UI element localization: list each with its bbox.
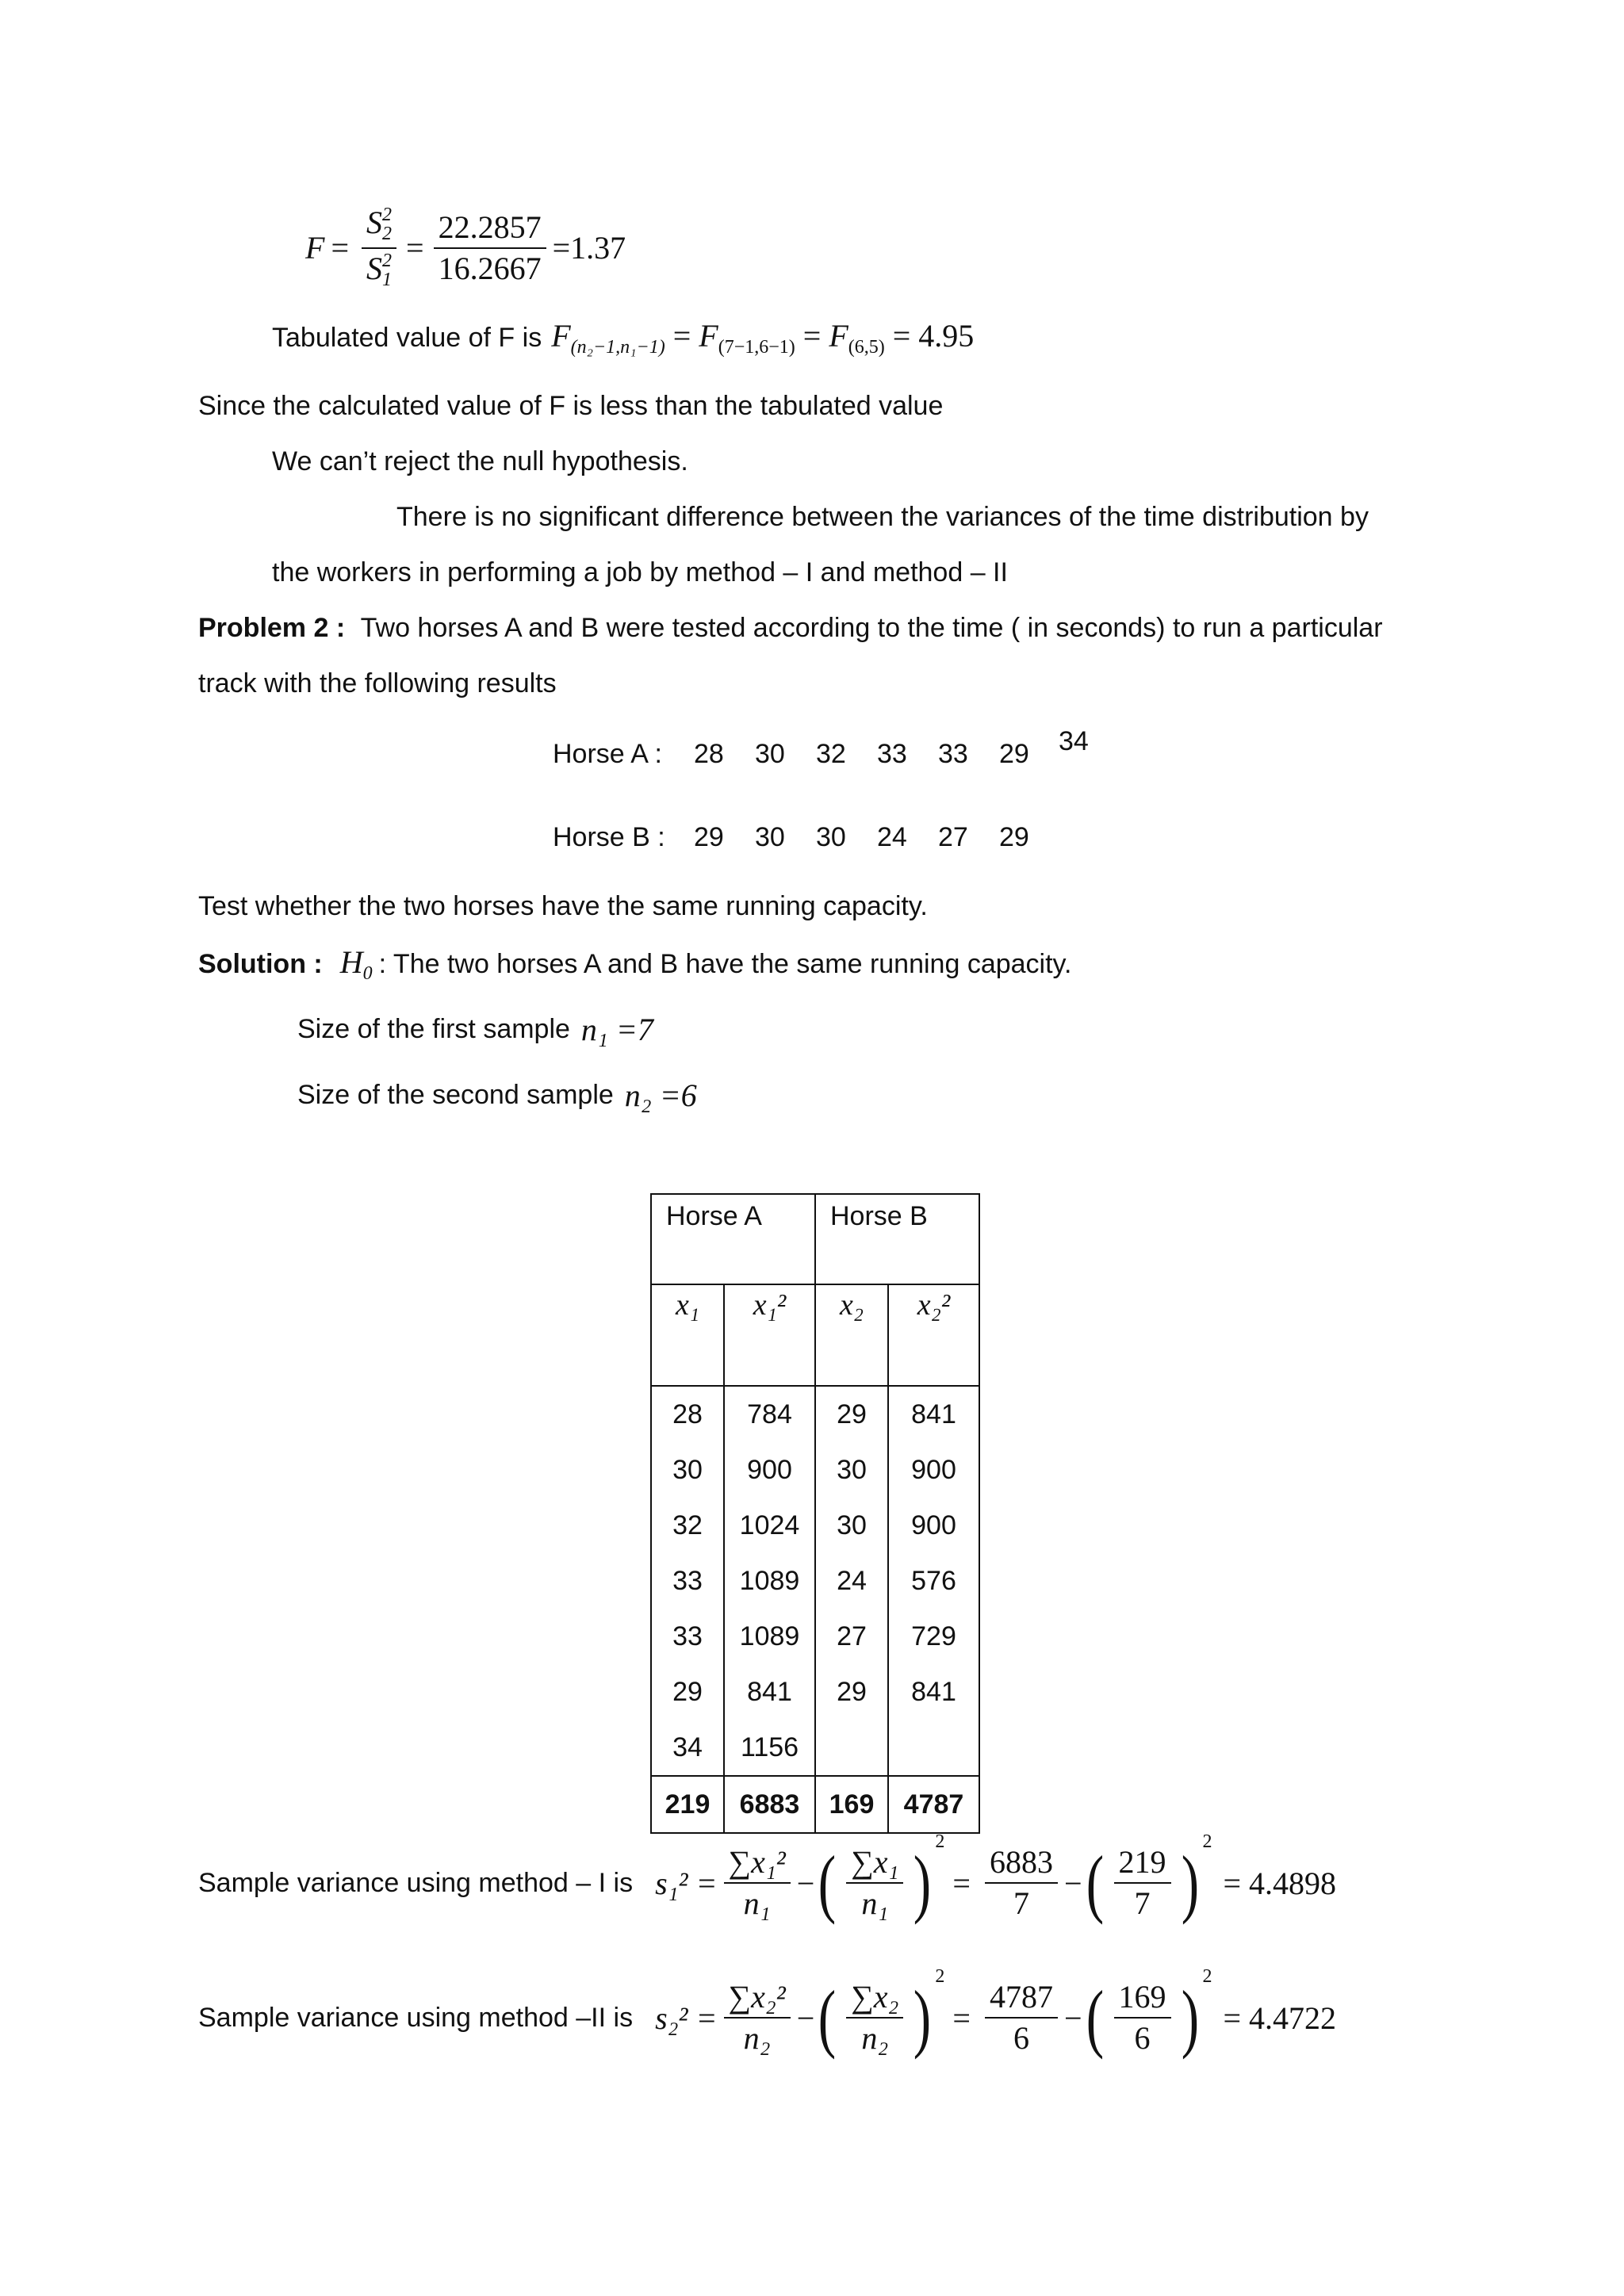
f-symbol: F [305,230,325,266]
table-cell: 841 [911,1399,956,1429]
table-cell [816,1720,887,1775]
f-numeric-ratio: $\frac{22.2857}{16.2667}$ [434,209,546,287]
table-cell: 900 [911,1510,956,1540]
variance-2-sum-frac: $\frac{\text{∑x₂}}{\text{n₂}}$ [846,1979,903,2057]
problem-text-1: Two horses A and B were tested according to the time ( in seconds) to run a particular [360,613,1383,643]
variance-1-text: Sample variance using method – I is [198,1867,634,1898]
horse-a-value: 28 [694,739,724,769]
table-column-header-row [651,1284,979,1386]
variance-1-sumsq-frac: $\frac{\text{∑x₁²}}{\text{n₁}}$ [724,1844,791,1922]
horse-b-value: 29 [999,822,1029,852]
table-cell: 30 [837,1454,867,1485]
table-cell: 34 [672,1732,703,1762]
table-header-horse-b: Horse B [815,1194,979,1284]
table-cell: 1089 [739,1621,800,1651]
solution-text: : The two horses A and B have the same running capacity. [378,948,1072,979]
total-cell: 219 [665,1789,710,1820]
table-row [651,1720,979,1776]
variance-2-sumsq-frac: $\frac{\text{∑x₂²}}{\text{n₂}}$ [724,1979,791,2057]
table-cell: 33 [672,1621,703,1651]
variance-1-result: = 4.4898 [1223,1865,1337,1901]
table-cell: 32 [672,1510,703,1540]
table-cell: 29 [837,1676,867,1707]
horse-b-value: 27 [938,822,968,852]
problem-line-2: track with the following results [198,668,557,698]
variance-2-num-frac: $\frac{4787}{6}$ [985,1979,1058,2057]
col-header-x1: x₁ [675,1288,700,1322]
test-text: Test whether the two horses have the same running capacity. [198,891,928,921]
table-cell: 900 [911,1454,956,1485]
horse-a-value: 32 [816,739,846,769]
tabulated-text: Tabulated value of F is [272,322,542,353]
variance-2-text: Sample variance using method –II is [198,2002,634,2033]
n2-text: Size of the second sample [297,1080,614,1110]
table-cell: 1089 [739,1565,800,1596]
table-header-horse-a: Horse A [651,1194,815,1284]
table-row [651,1553,979,1609]
table-cell: 33 [672,1565,703,1596]
f-variance-ratio: $\frac{S_2^2}{S_1^2}$ [362,205,396,291]
horse-a-value: 30 [755,739,785,769]
variance-2-lhs: s₂² = [655,1999,718,2036]
table-row [651,1386,979,1442]
f-result: =1.37 [552,230,626,266]
table-cell: 30 [672,1454,703,1485]
table-cell: 29 [672,1676,703,1707]
variance-1-sum-frac: $\frac{\text{∑x₁}}{\text{n₁}}$ [846,1844,903,1922]
table-cell: 841 [747,1676,792,1707]
table-cell: 30 [837,1510,867,1540]
table-cell [889,1720,979,1775]
problem-line-1 [198,613,1383,644]
table-cell: 900 [747,1454,792,1485]
no-difference-text-2: the workers in performing a job by method – I and method – II [272,557,1008,587]
no-difference-text-1: There is no significant difference between the variances of the time distribution by [396,502,1369,532]
horse-a-extra-value: 34 [1059,726,1089,756]
table-row [651,1442,979,1498]
table-cell: 1024 [739,1510,800,1540]
table-cell: 1156 [740,1732,799,1762]
variance-1-mean-frac: $\frac{219}{7}$ [1114,1844,1171,1922]
solution-label: Solution : [198,948,323,979]
total-cell: 6883 [739,1789,800,1820]
tabulated-result: = 4.95 [892,318,975,354]
table-row [651,1498,979,1553]
table-cell: 576 [911,1565,956,1596]
horse-a-value: 29 [999,739,1029,769]
n1-text: Size of the first sample [297,1014,570,1044]
horse-b-value: 24 [877,822,907,852]
f-formula: F = $\frac{S_2^2}{S_1^2}$ = $\frac{22.2857}{16.2667}$ =1.37 [305,205,626,290]
h0-symbol: H [339,944,363,980]
table-row [651,1664,979,1720]
col-header-x2: x₂ [839,1288,864,1322]
table-cell: 841 [911,1676,956,1707]
table-cell: 28 [672,1399,703,1429]
reject-text: We can’t reject the null hypothesis. [272,446,688,476]
n1-line [297,1011,653,1048]
total-cell: 4787 [903,1789,964,1820]
n1-equation: n₁ =7 [580,1012,653,1047]
variance-2-result: = 4.4722 [1223,1999,1337,2036]
horse-data-table [650,1193,980,1834]
horse-a-value: 33 [938,739,968,769]
table-cell: 27 [837,1621,867,1651]
table-row [651,1609,979,1664]
horse-b-value: 30 [816,822,846,852]
table-cell: 729 [911,1621,956,1651]
variance-1-lhs: s₁² = [655,1865,718,1901]
n2-equation: n₂ =6 [624,1077,697,1113]
since-text: Since the calculated value of F is less than the tabulated value [198,391,944,421]
horse-b-label: Horse B : [553,822,665,852]
n2-line [297,1077,697,1114]
table-header-row [651,1194,979,1284]
horse-a-value: 33 [877,739,907,769]
variance-2-mean-frac: $\frac{169}{6}$ [1114,1979,1171,2057]
col-header-x2-squared: x₂² [917,1288,951,1322]
horse-b-value: 29 [694,822,724,852]
variance-1-num-frac: $\frac{6883}{7}$ [985,1844,1058,1922]
variance-2-line: Sample variance using method –II is s₂² = $\frac{\text{∑x₂²}}{\text{n₂}}$ − ( $\frac{\text{∑x₂}}{\text{n₂}}$ ) 2 = $\frac{4787}{6}$ − ( $\frac{169}{6}$ ) 2 = 4.4722 [198,1966,1337,2060]
horse-a-label: Horse A : [553,739,662,769]
problem-label: Problem 2 : [198,613,346,643]
table-cell: 24 [837,1565,867,1596]
horse-b-value: 30 [755,822,785,852]
col-header-x1-squared: x₁² [753,1288,787,1322]
variance-1-line: Sample variance using method – I is s₁² = $\frac{\text{∑x₁²}}{\text{n₁}}$ − ( $\frac{\text{∑x₁}}{\text{n₁}}$ ) 2 = $\frac{6883}{7}$ − ( $\frac{219}{7}$ ) 2 = 4.4898 [198,1831,1337,1925]
total-cell: 169 [829,1789,875,1820]
solution-line: Solution : $H_0$ : The two horses A and B have the same running capacity. [198,944,1072,984]
tabulated-line: Tabulated value of F is $F_{(n_2-1,n_1-1)} = F_{(7-1,6-1)} = F_{(6,5)} = 4.95$ [272,318,975,358]
table-cell: 784 [747,1399,792,1429]
table-cell: 29 [837,1399,867,1429]
